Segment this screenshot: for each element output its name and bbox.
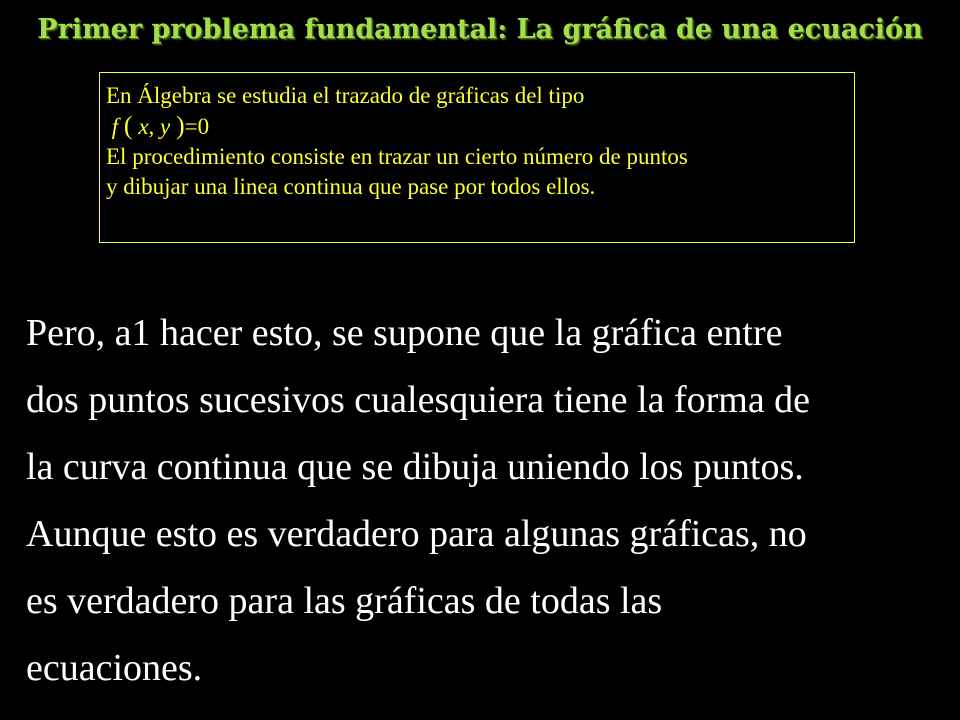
equation-function: f bbox=[111, 114, 119, 139]
equation-rhs: =0 bbox=[184, 114, 210, 139]
equation-comma: , bbox=[148, 114, 155, 139]
box-line-procedure: El procedimiento consiste en trazar un cierto número de puntos bbox=[106, 144, 688, 169]
paragraph-line: ecuaciones. bbox=[26, 647, 203, 689]
paragraph-line: dos puntos sucesivos cualesquiera tiene la forma de bbox=[26, 379, 811, 421]
equation-y: y bbox=[160, 114, 171, 139]
definition-box bbox=[99, 72, 855, 243]
slide-title: Primer problema fundamental: La gráfica de una ecuación bbox=[37, 14, 923, 45]
box-line-intro: En Álgebra se estudia el trazado de gráficas del tipo bbox=[106, 83, 585, 108]
main-paragraph bbox=[26, 300, 946, 702]
equation-open-paren: ( bbox=[123, 111, 133, 140]
paragraph-line: Pero, a1 hacer esto, se supone que la gráfica entre bbox=[26, 312, 783, 354]
equation bbox=[106, 111, 210, 140]
paragraph-line: es verdadero para las gráficas de todas las bbox=[26, 580, 663, 622]
paragraph-line: Aunque esto es verdadero para algunas gráficas, no bbox=[26, 513, 807, 555]
paragraph-line: la curva continua que se dibuja uniendo los puntos. bbox=[26, 446, 804, 488]
box-line-continuation: y dibujar una linea continua que pase por todos ellos. bbox=[106, 174, 596, 199]
equation-line bbox=[106, 111, 854, 142]
equation-close-paren: ) bbox=[176, 111, 185, 140]
equation-x: x bbox=[138, 114, 149, 139]
